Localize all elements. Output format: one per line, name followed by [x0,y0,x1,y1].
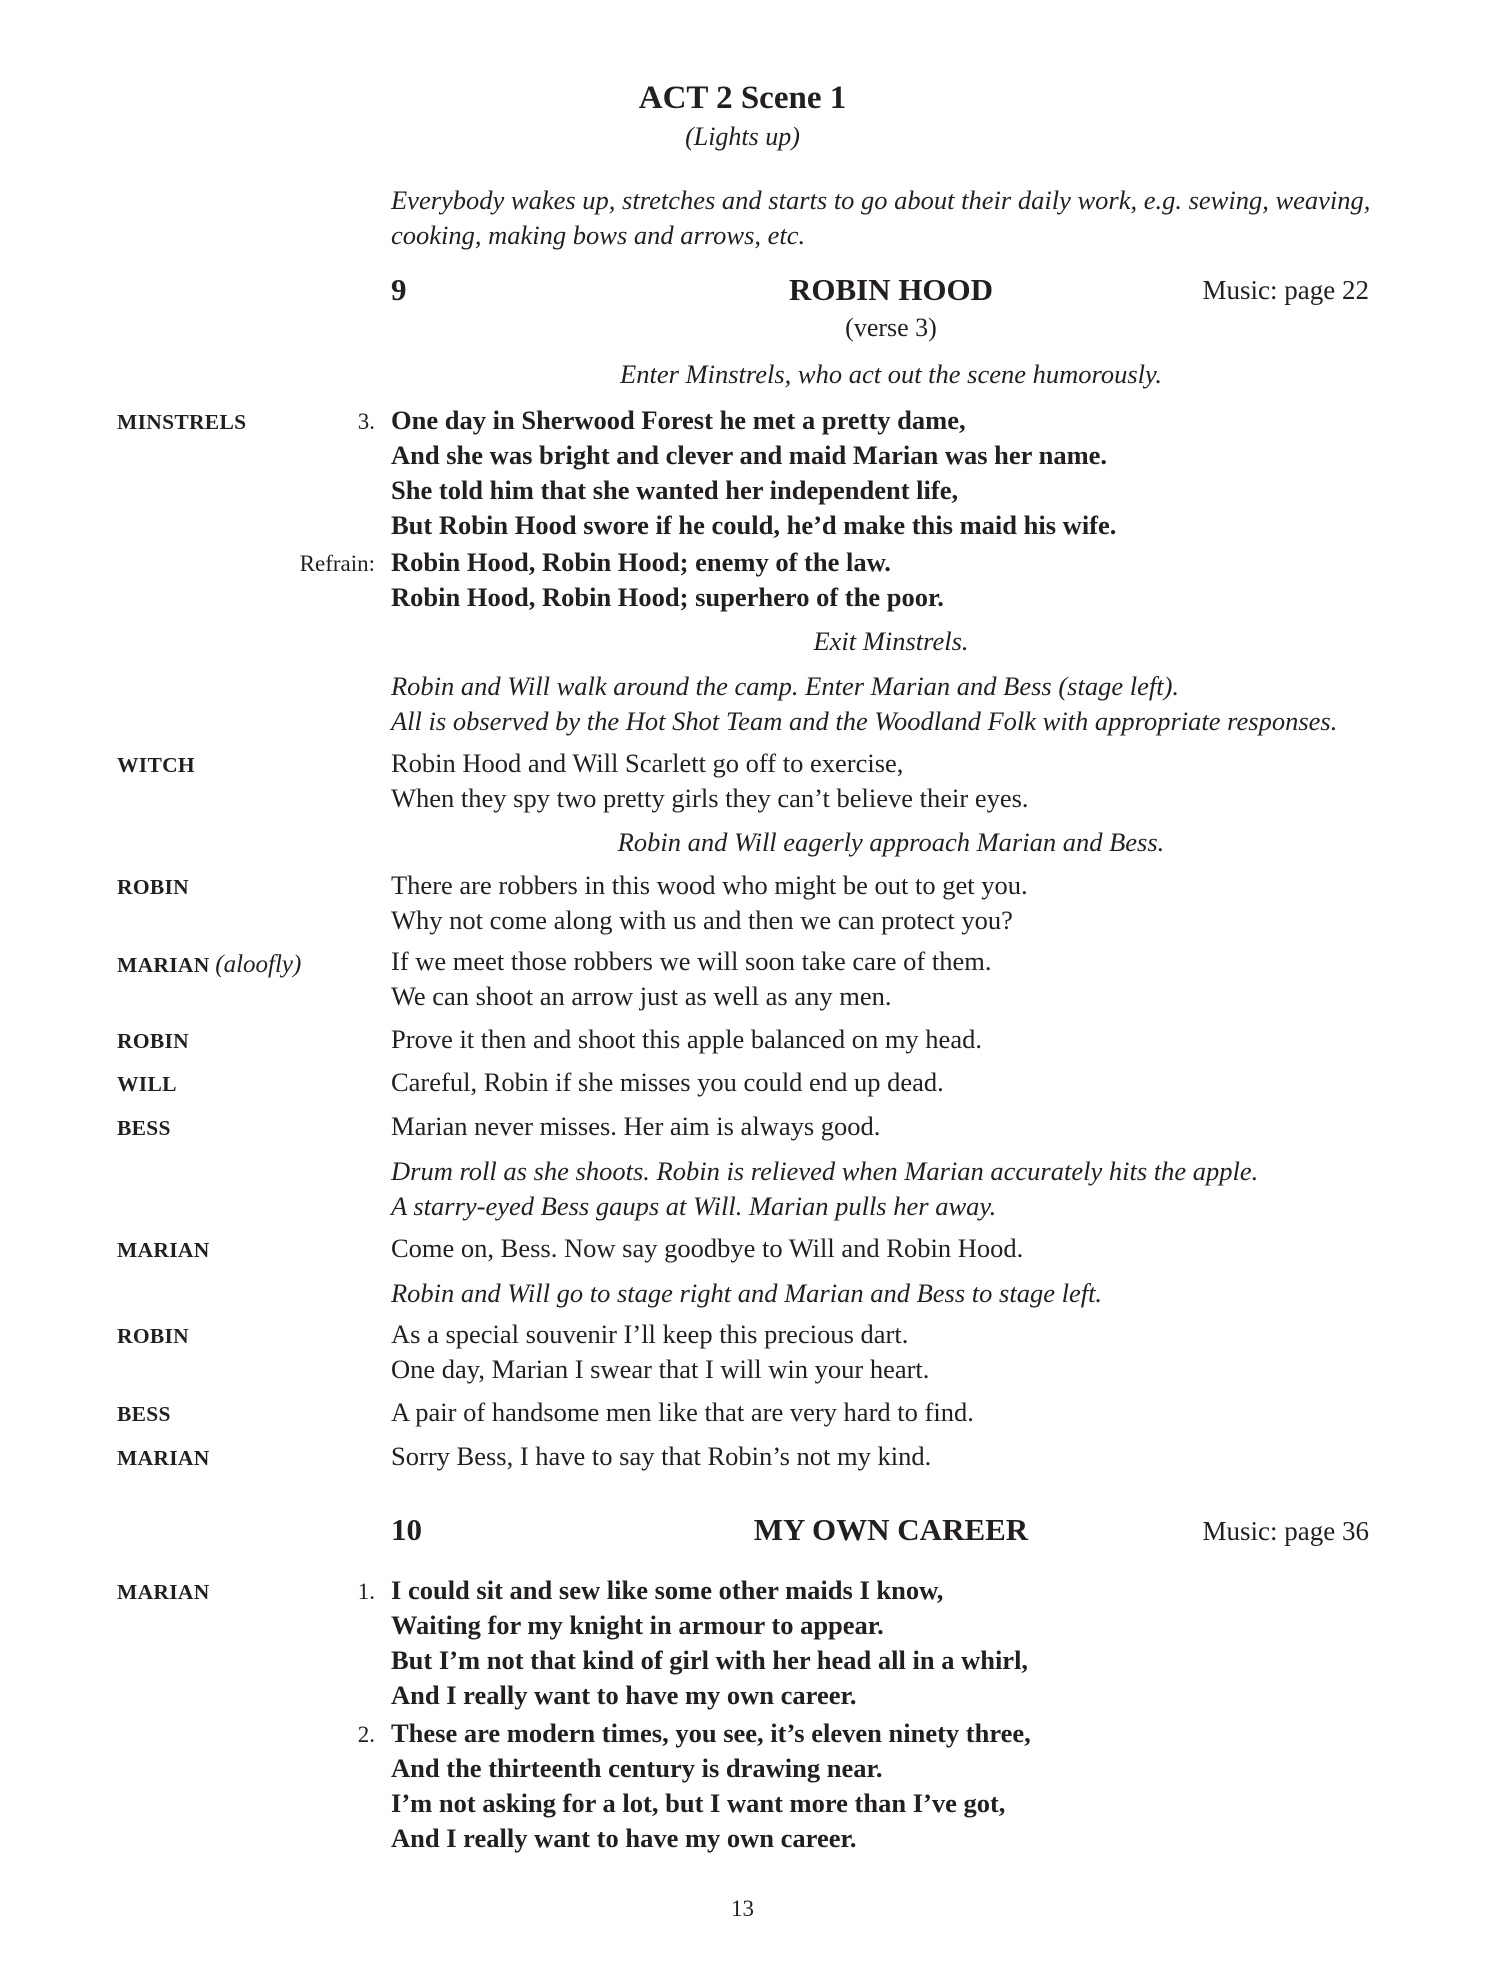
dialogue [391,1317,1391,1387]
act-scene-heading: ACT 2 Scene 1 [638,80,847,116]
verse-number: 1. [357,1579,375,1604]
song-title: ROBIN HOOD [788,272,994,307]
lyric-line: And she was bright and clever and maid Marian was her name. [391,440,1108,470]
lyric-line: I’m not asking for a lot, but I want more than I’ve got, [391,1788,1006,1818]
song-verse [391,1573,1391,1713]
direction-line: cooking, making bows and arrows, etc. [391,220,806,250]
speaker-name: WILL [117,1072,177,1096]
speaker-name: ROBIN [117,1324,189,1348]
speaker-name: ROBIN [117,875,189,899]
dialogue-line: Careful, Robin if she misses you could end up dead. [391,1067,944,1097]
speaker-name: WITCH [117,753,195,777]
direction-line: A starry-eyed Bess gaups at Will. Marian pulls her away. [391,1191,997,1221]
dialogue [391,868,1391,938]
song-subtitle: (verse 3) [845,313,937,342]
dialogue-line: Why not come along with us and then we can protect you? [391,905,1013,935]
song-number: 9 [391,272,407,307]
speaker-name: MARIAN [117,1446,210,1470]
lyric-line: One day in Sherwood Forest he met a pretty dame, [391,405,966,435]
opening-stage-direction [391,183,1391,253]
lyric-line: She told him that she wanted her independent life, [391,475,959,505]
lyric-line: And I really want to have my own career. [391,1680,857,1710]
direction-line: Drum roll as she shoots. Robin is relieved when Marian accurately hits the apple. [391,1156,1259,1186]
lyric-line: But I’m not that kind of girl with her head all in a whirl, [391,1645,1029,1675]
dialogue-line: There are robbers in this wood who might be out to get you. [391,870,1028,900]
dialogue-line: Sorry Bess, I have to say that Robin’s not my kind. [391,1441,932,1471]
speaker-name: BESS [117,1402,171,1426]
stage-direction [391,669,1391,739]
lyric-line: These are modern times, you see, it’s eleven ninety three, [391,1718,1031,1748]
verse-number: 2. [357,1722,375,1747]
dialogue-line: When they spy two pretty girls they can’t believe their eyes. [391,783,1029,813]
speaker-name [117,951,301,979]
music-page-reference: Music: page 22 [1202,275,1369,305]
lights-up-cue: (Lights up) [685,122,800,151]
verse-number: 3. [357,409,375,434]
lyric-line: And I really want to have my own career. [391,1823,857,1853]
speaker-name: MINSTRELS [117,410,247,434]
stage-direction: Enter Minstrels, who act out the scene humorously. [620,359,1162,389]
stage-direction: Robin and Will eagerly approach Marian and Bess. [617,827,1165,857]
song-number: 10 [391,1512,422,1547]
direction-line: Everybody wakes up, stretches and starts to go about their daily work, e.g. sewing, weaving, [391,185,1371,215]
lyric-line: Robin Hood, Robin Hood; enemy of the law. [391,547,891,577]
song-title: MY OWN CAREER [753,1512,1029,1547]
stage-direction [391,1154,1391,1224]
stage-direction: Robin and Will go to stage right and Marian and Bess to stage left. [391,1278,1103,1308]
song-refrain [391,545,1391,615]
song-verse [391,1716,1391,1856]
dialogue-line: As a special souvenir I’ll keep this precious dart. [391,1319,909,1349]
direction-line: All is observed by the Hot Shot Team and the Woodland Folk with appropriate responses. [391,706,1338,736]
speaker-direction: (aloofly) [215,951,302,978]
speaker-name: MARIAN [117,1238,210,1262]
direction-line: Robin and Will walk around the camp. Enter Marian and Bess (stage left). [391,671,1180,701]
stage-direction: Exit Minstrels. [813,626,969,656]
lyric-line: But Robin Hood swore if he could, he’d make this maid his wife. [391,510,1117,540]
lyric-line: I could sit and sew like some other maids I know, [391,1575,944,1605]
lyric-line: Robin Hood, Robin Hood; superhero of the poor. [391,582,944,612]
dialogue-line: One day, Marian I swear that I will win your heart. [391,1354,930,1384]
speaker-label: MARIAN [117,953,210,977]
speaker-name: BESS [117,1116,171,1140]
speaker-name: ROBIN [117,1029,189,1053]
song-verse [391,403,1391,543]
music-page-reference: Music: page 36 [1202,1516,1369,1546]
dialogue [391,746,1391,816]
speaker-name: MARIAN [117,1580,210,1604]
dialogue-line: Come on, Bess. Now say goodbye to Will and Robin Hood. [391,1233,1024,1263]
dialogue-line: If we meet those robbers we will soon take care of them. [391,946,992,976]
dialogue-line: We can shoot an arrow just as well as any men. [391,981,892,1011]
lyric-line: And the thirteenth century is drawing near. [391,1753,883,1783]
lyric-line: Waiting for my knight in armour to appear. [391,1610,884,1640]
dialogue-line: A pair of handsome men like that are very hard to find. [391,1397,974,1427]
dialogue-line: Marian never misses. Her aim is always good. [391,1111,881,1141]
page-number: 13 [731,1896,754,1921]
refrain-label: Refrain: [299,551,375,576]
dialogue-line: Robin Hood and Will Scarlett go off to exercise, [391,748,904,778]
dialogue-line: Prove it then and shoot this apple balanced on my head. [391,1024,982,1054]
dialogue [391,944,1391,1014]
